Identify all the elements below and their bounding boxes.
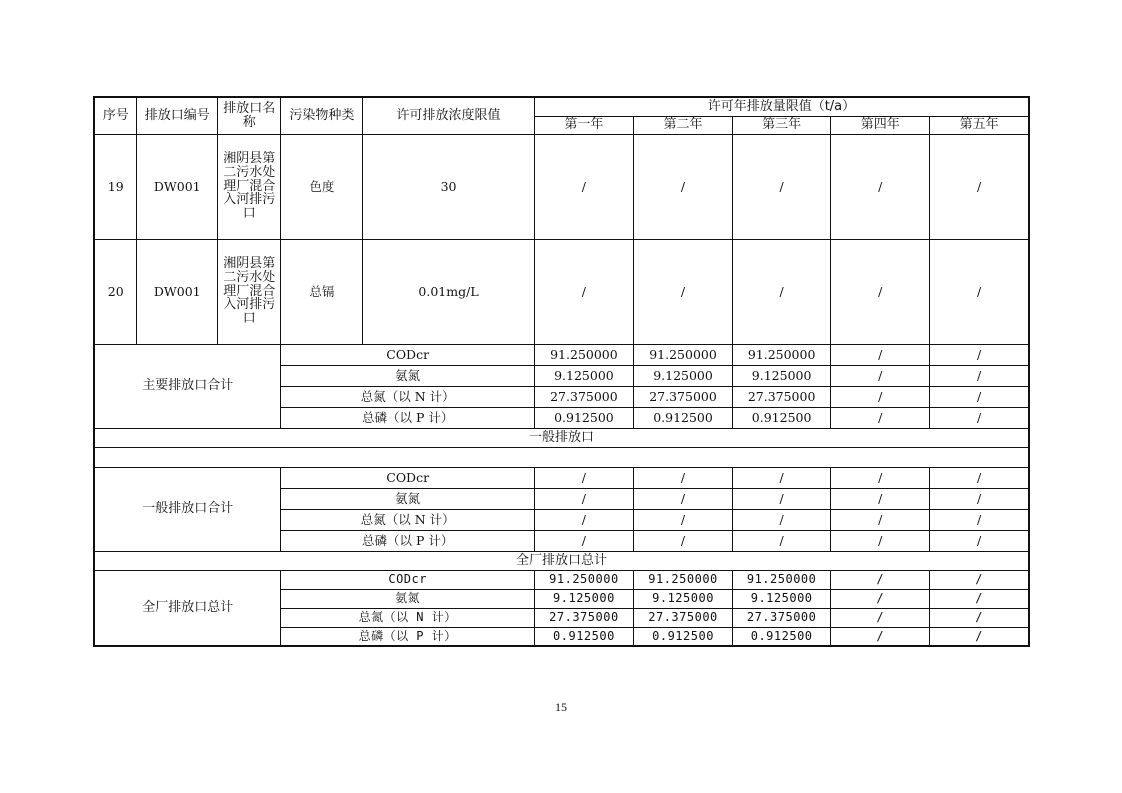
header-pollutant: 污染物种类 xyxy=(281,97,363,134)
total-year-1: 91.250000 xyxy=(534,344,633,365)
outlet-name-line: 口 xyxy=(242,205,256,221)
header-year-1: 第一年 xyxy=(534,116,633,134)
header-row xyxy=(94,97,1029,116)
total-year-2: 27.375000 xyxy=(633,386,732,407)
total-year-3: / xyxy=(733,530,831,551)
row-concentration: 0.01mg/L xyxy=(363,239,535,344)
total-year-5: / xyxy=(930,344,1029,365)
plant-total-label: 全厂排放口总计 xyxy=(94,570,281,646)
total-year-3: 27.375000 xyxy=(733,608,831,627)
row-outlet-name xyxy=(218,239,281,344)
row-year-2: / xyxy=(633,134,732,239)
total-year-4: / xyxy=(831,530,930,551)
outlet-name-line: 入河排污 xyxy=(223,297,276,313)
row-year-3: / xyxy=(733,239,831,344)
total-year-4: / xyxy=(831,344,930,365)
total-pollutant: CODcr xyxy=(281,344,534,365)
total-year-1: 0.912500 xyxy=(534,627,633,646)
total-year-1: 0.912500 xyxy=(534,407,633,428)
total-pollutant: 总氮（以 N 计） xyxy=(281,386,534,407)
total-year-2: 0.912500 xyxy=(633,627,732,646)
total-year-5: / xyxy=(930,386,1029,407)
total-year-1: 91.250000 xyxy=(534,570,633,589)
header-year-3: 第三年 xyxy=(733,116,831,134)
empty-cell xyxy=(94,447,1029,467)
total-pollutant: 总磷（以 P 计） xyxy=(281,530,534,551)
total-year-2: / xyxy=(633,467,732,488)
total-year-1: / xyxy=(534,509,633,530)
total-year-2: 27.375000 xyxy=(633,608,732,627)
total-year-4: / xyxy=(831,386,930,407)
row-year-1: / xyxy=(534,239,633,344)
table-row xyxy=(94,134,1029,239)
section-title-row xyxy=(94,551,1029,570)
total-year-1: 9.125000 xyxy=(534,365,633,386)
total-year-2: 91.250000 xyxy=(633,344,732,365)
total-pollutant: 总氮（以 N 计） xyxy=(281,608,534,627)
total-year-5: / xyxy=(930,530,1029,551)
total-year-5: / xyxy=(930,488,1029,509)
total-year-3: / xyxy=(733,488,831,509)
total-pollutant: 氨氮 xyxy=(281,365,534,386)
header-year-4: 第四年 xyxy=(831,116,930,134)
total-year-4: / xyxy=(831,407,930,428)
total-year-5: / xyxy=(930,589,1029,608)
outlet-name-line: 口 xyxy=(242,310,256,326)
total-year-3: / xyxy=(733,467,831,488)
row-year-5: / xyxy=(930,239,1029,344)
outlet-name-line: 理厂混合 xyxy=(223,283,276,299)
page-number: 15 xyxy=(555,700,567,714)
total-year-5: / xyxy=(930,608,1029,627)
row-outlet-code: DW001 xyxy=(137,134,218,239)
row-outlet-name xyxy=(218,134,281,239)
row-year-1: / xyxy=(534,134,633,239)
total-year-4: / xyxy=(831,589,930,608)
total-year-3: 91.250000 xyxy=(733,570,831,589)
total-year-5: / xyxy=(930,627,1029,646)
row-pollutant: 色度 xyxy=(281,134,363,239)
total-year-4: / xyxy=(831,608,930,627)
total-year-1: / xyxy=(534,467,633,488)
total-year-4: / xyxy=(831,509,930,530)
general-section-title: 一般排放口 xyxy=(94,428,1029,447)
header-seq: 序号 xyxy=(94,97,137,134)
row-year-5: / xyxy=(930,134,1029,239)
row-year-4: / xyxy=(831,239,930,344)
total-year-3: 0.912500 xyxy=(733,627,831,646)
total-year-2: / xyxy=(633,488,732,509)
total-year-2: 91.250000 xyxy=(633,570,732,589)
total-year-1: / xyxy=(534,488,633,509)
total-year-4: / xyxy=(831,627,930,646)
total-pollutant: 氨氮 xyxy=(281,488,534,509)
total-year-3: 0.912500 xyxy=(733,407,831,428)
header-year-5: 第五年 xyxy=(930,116,1029,134)
total-year-3: 91.250000 xyxy=(733,344,831,365)
total-pollutant: 氨氮 xyxy=(281,589,534,608)
header-annual-limit: 许可年排放量限值（t/a） xyxy=(534,97,1029,116)
header-year-2: 第二年 xyxy=(633,116,732,134)
total-year-1: 27.375000 xyxy=(534,608,633,627)
general-total-label: 一般排放口合计 xyxy=(94,467,281,551)
section-title-row xyxy=(94,428,1029,447)
total-year-3: 9.125000 xyxy=(733,365,831,386)
empty-row xyxy=(94,447,1029,467)
total-year-4: / xyxy=(831,488,930,509)
outlet-name-line: 湘阴县第 xyxy=(223,151,276,167)
total-pollutant: CODcr xyxy=(281,570,534,589)
outlet-name-line: 二污水处 xyxy=(223,270,276,286)
table-row xyxy=(94,239,1029,344)
outlet-name-line: 入河排污 xyxy=(223,192,276,208)
total-row xyxy=(94,344,1029,365)
total-year-5: / xyxy=(930,467,1029,488)
outlet-name-line: 二污水处 xyxy=(223,165,276,181)
total-year-2: 9.125000 xyxy=(633,365,732,386)
total-row xyxy=(94,570,1029,589)
total-year-5: / xyxy=(930,407,1029,428)
emission-permit-table xyxy=(93,96,1030,647)
outlet-name-line: 理厂混合 xyxy=(223,178,276,194)
total-year-3: / xyxy=(733,509,831,530)
total-pollutant: 总磷（以 P 计） xyxy=(281,407,534,428)
total-year-2: 9.125000 xyxy=(633,589,732,608)
header-outlet-code: 排放口编号 xyxy=(137,97,218,134)
total-year-4: / xyxy=(831,365,930,386)
total-year-2: 0.912500 xyxy=(633,407,732,428)
total-year-5: / xyxy=(930,365,1029,386)
total-row xyxy=(94,467,1029,488)
total-year-2: / xyxy=(633,530,732,551)
row-pollutant: 总镉 xyxy=(281,239,363,344)
row-year-3: / xyxy=(733,134,831,239)
row-outlet-code: DW001 xyxy=(137,239,218,344)
total-year-2: / xyxy=(633,509,732,530)
header-outlet-name: 排放口名称 xyxy=(218,97,281,134)
header-concentration: 许可排放浓度限值 xyxy=(363,97,535,134)
total-pollutant: CODcr xyxy=(281,467,534,488)
total-year-5: / xyxy=(930,509,1029,530)
main-total-label: 主要排放口合计 xyxy=(94,344,281,428)
row-concentration: 30 xyxy=(363,134,535,239)
total-year-4: / xyxy=(831,570,930,589)
total-year-3: 9.125000 xyxy=(733,589,831,608)
total-pollutant: 总氮（以 N 计） xyxy=(281,509,534,530)
row-seq: 20 xyxy=(94,239,137,344)
total-year-4: / xyxy=(831,467,930,488)
row-year-2: / xyxy=(633,239,732,344)
row-seq: 19 xyxy=(94,134,137,239)
total-pollutant: 总磷（以 P 计） xyxy=(281,627,534,646)
total-year-5: / xyxy=(930,570,1029,589)
row-year-4: / xyxy=(831,134,930,239)
plant-section-title: 全厂排放口总计 xyxy=(94,551,1029,570)
total-year-1: 9.125000 xyxy=(534,589,633,608)
total-year-1: 27.375000 xyxy=(534,386,633,407)
total-year-3: 27.375000 xyxy=(733,386,831,407)
total-year-1: / xyxy=(534,530,633,551)
outlet-name-line: 湘阴县第 xyxy=(223,256,276,272)
